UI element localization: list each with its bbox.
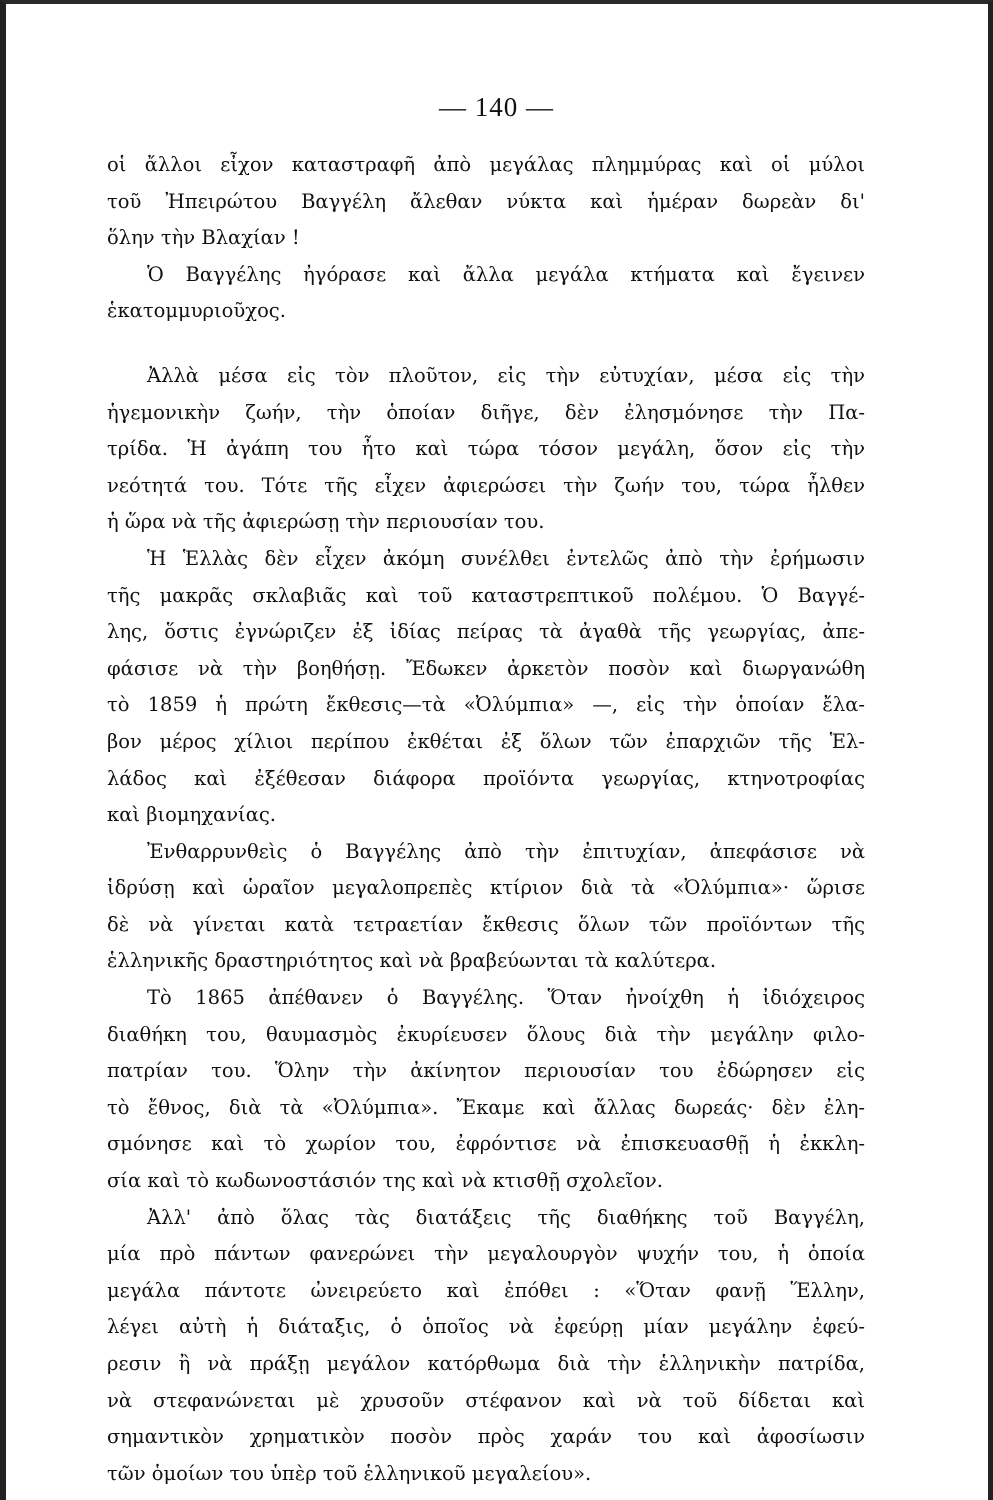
text-line: Ἐνθαρρυνθεὶς ὁ Βαγγέλης ἀπὸ τὴν ἐπιτυχίαν, ἀπεφάσισε νὰ bbox=[147, 839, 865, 863]
text-line: τῶν ὁμοίων του ὑπὲρ τοῦ ἑλληνικοῦ μεγαλείου». bbox=[107, 1461, 592, 1485]
text-line: Τὸ 1865 ἀπέθανεν ὁ Βαγγέλης. Ὅταν ἠνοίχθη ἡ ἰδιόχειρος bbox=[147, 986, 865, 1010]
text-line: ρεσιν ἢ νὰ πράξῃ μεγάλον κατόρθωμα διὰ τὴν ἑλληνικὴν πατρίδα, bbox=[107, 1352, 865, 1375]
text-line: Ἡ Ἑλλὰς δὲν εἶχεν ἀκόμη συνέλθει ἐντελῶς ἀπὸ τὴν ἐρήμωσιν bbox=[147, 546, 865, 570]
text-line: σμόνησε καὶ τὸ χωρίον του, ἐφρόντισε νὰ ἐπισκευασθῇ ἡ ἐκκλη- bbox=[107, 1132, 865, 1156]
text-line: οἱ ἄλλοι εἶχον καταστραφῆ ἀπὸ μεγάλας πλημμύρας καὶ οἱ μύλοι bbox=[107, 153, 865, 176]
body-text bbox=[107, 147, 865, 1492]
text-line: διαθήκη του, θαυμασμὸς ἐκυρίευσεν ὅλους διὰ τὴν μεγάλην φιλο- bbox=[107, 1022, 865, 1046]
text-line: ἱδρύσῃ καὶ ὡραῖον μεγαλοπρεπὲς κτίριον διὰ τὰ «Ὀλύμπια»· ὥρισε bbox=[107, 876, 865, 900]
text-line: μία πρὸ πάντων φανερώνει τὴν μεγαλουργὸν ψυχήν του, ἡ ὁποία bbox=[107, 1242, 865, 1266]
text-line: ἑλληνικῆς δραστηριότητος καὶ νὰ βραβεύωνται τὰ καλύτερα. bbox=[107, 949, 717, 973]
text-line: ἡ ὥρα νὰ τῆς ἀφιερώσῃ τὴν περιουσίαν του. bbox=[107, 510, 545, 534]
text-line: τὸ ἔθνος, διὰ τὰ «Ὀλύμπια». Ἔκαμε καὶ ἄλλας δωρεάς· δὲν ἐλη- bbox=[107, 1095, 865, 1119]
text-line: τρίδα. Ἡ ἀγάπη του ἦτο καὶ τώρα τόσον μεγάλη, ὅσον εἰς τὴν bbox=[107, 437, 865, 461]
text-line: τοῦ Ἠπειρώτου Βαγγέλη ἄλεθαν νύκτα καὶ ἡμέραν δωρεὰν δι' bbox=[107, 189, 865, 213]
page-number: — 140 — bbox=[439, 92, 554, 122]
text-line: λάδος καὶ ἐξέθεσαν διάφορα προϊόντα γεωργίας, κτηνοτροφίας bbox=[107, 766, 865, 790]
text-line: νεότητά του. Τότε τῆς εἶχεν ἀφιερώσει τὴν ζωήν του, τώρα ἦλθεν bbox=[107, 473, 865, 497]
text-line: βον μέρος χίλιοι περίπου ἐκθέται ἐξ ὅλων τῶν ἐπαρχιῶν τῆς Ἑλ- bbox=[107, 729, 865, 753]
text-line: καὶ βιομηχανίας. bbox=[107, 803, 276, 827]
text-line: ἑκατομμυριοῦχος. bbox=[107, 299, 286, 323]
text-line: φάσισε νὰ τὴν βοηθήσῃ. Ἔδωκεν ἀρκετὸν ποσὸν καὶ διωργανώθη bbox=[107, 656, 865, 680]
text-line: μεγάλα πάντοτε ὠνειρεύετο καὶ ἐπόθει : «Ὅταν φανῇ Ἕλλην, bbox=[107, 1278, 865, 1302]
text-line: νὰ στεφανώνεται μὲ χρυσοῦν στέφανον καὶ νὰ τοῦ δίδεται καὶ bbox=[107, 1388, 865, 1412]
text-line: τὸ 1859 ἡ πρώτη ἔκθεσις—τὰ «Ὀλύμπια» —, εἰς τὴν ὁποίαν ἔλα- bbox=[107, 693, 865, 717]
text-line: λης, ὅστις ἐγνώριζεν ἐξ ἰδίας πείρας τὰ ἀγαθὰ τῆς γεωργίας, ἀπε- bbox=[107, 620, 865, 644]
text-line: ὅλην τὴν Βλαχίαν ! bbox=[107, 226, 300, 250]
text-line: λέγει αὐτὴ ἡ διάταξις, ὁ ὁποῖος νὰ ἐφεύρῃ μίαν μεγάλην ἐφεύ- bbox=[107, 1315, 865, 1339]
text-line: τῆς μακρᾶς σκλαβιᾶς καὶ τοῦ καταστρεπτικοῦ πολέμου. Ὁ Βαγγέ- bbox=[107, 583, 865, 607]
text-line: δὲ νὰ γίνεται κατὰ τετραετίαν ἔκθεσις ὅλων τῶν προϊόντων τῆς bbox=[107, 912, 865, 936]
text-line: πατρίαν του. Ὅλην τὴν ἀκίνητον περιουσίαν του ἐδώρησεν εἰς bbox=[107, 1059, 865, 1083]
text-line: Ὁ Βαγγέλης ἠγόρασε καὶ ἄλλα μεγάλα κτήματα καὶ ἔγεινεν bbox=[147, 262, 865, 286]
text-line: ἡγεμονικὴν ζωήν, τὴν ὁποίαν διῆγε, δὲν ἐλησμόνησε τὴν Πα- bbox=[107, 400, 865, 424]
text-line: σία καὶ τὸ κωδωνοστάσιόν της καὶ νὰ κτισθῇ σχολεῖον. bbox=[107, 1169, 663, 1193]
text-line: Ἀλλ' ἀπὸ ὅλας τὰς διατάξεις τῆς διαθήκης τοῦ Βαγγέλη, bbox=[147, 1205, 865, 1229]
text-line: Ἀλλὰ μέσα εἰς τὸν πλοῦτον, εἰς τὴν εὐτυχίαν, μέσα εἰς τὴν bbox=[147, 363, 865, 387]
text-line: σημαντικὸν χρηματικὸν ποσὸν πρὸς χαράν του καὶ ἀφοσίωσιν bbox=[107, 1425, 865, 1449]
